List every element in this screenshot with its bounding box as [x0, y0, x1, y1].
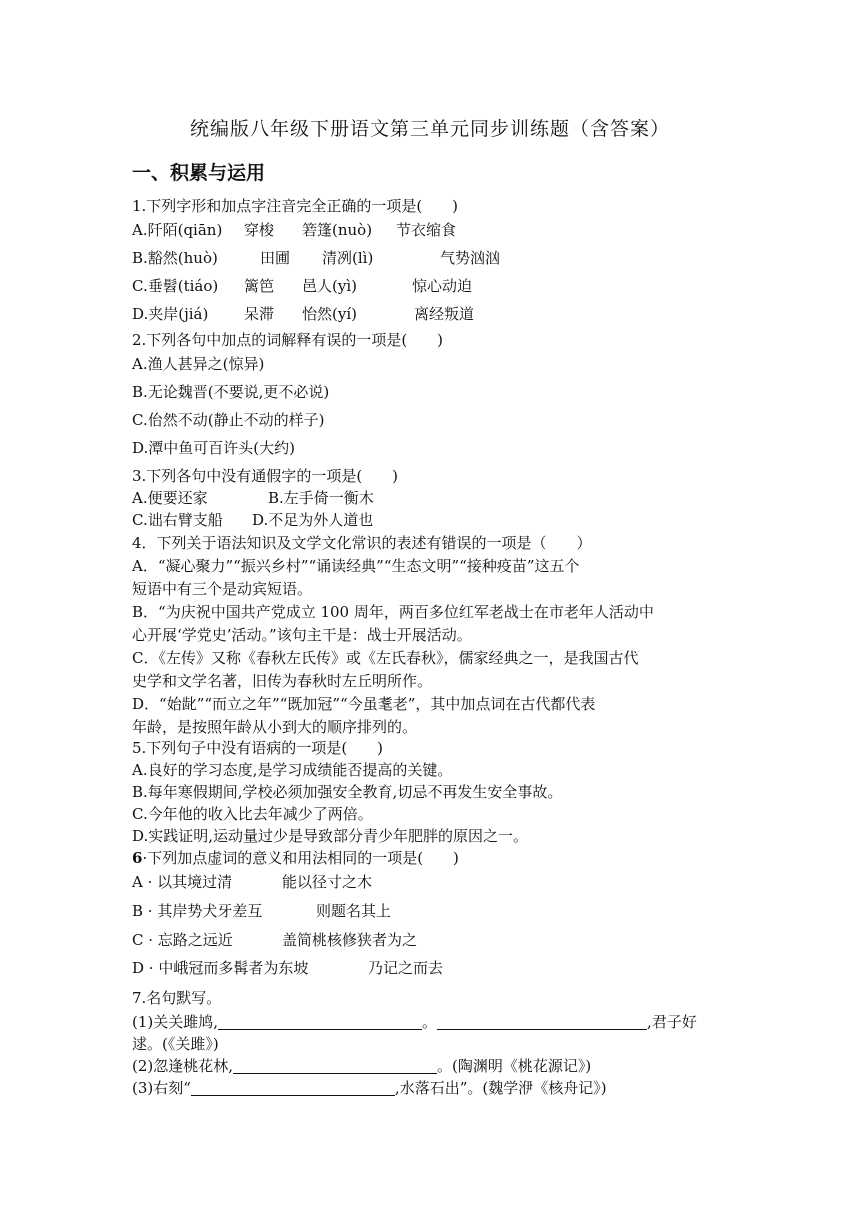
q3-option-c: C.诎右臂支船 — [132, 511, 223, 529]
q1-d-1: D.夹岸(jiá) — [132, 305, 209, 323]
q1-option-a — [132, 220, 456, 240]
q4-option-c-line2: 史学和文学名著，旧传为春秋时左丘明所作。 — [132, 672, 433, 690]
q6-stem — [132, 848, 459, 868]
q2-option-b: B.无论魏晋(不要说,更不必说) — [132, 383, 330, 401]
q1-option-d — [132, 304, 474, 324]
q6-option-d — [132, 958, 443, 978]
q5-stem: 5.下列句子中没有语病的一项是( ) — [132, 739, 384, 757]
q1-b-1: B.豁然(huò) — [132, 249, 218, 267]
q7-line1-cont: 逑。(《关雎》) — [132, 1035, 219, 1053]
q1-b-3: 清冽(lì) — [322, 249, 374, 267]
q6-a-2: 能以径寸之木 — [282, 873, 373, 891]
q4-option-d-line1: D．“始龀”“而立之年”“既加冠”“今虽耄老”，其中加点词在古代都代表 — [132, 695, 596, 713]
q6-d-1: D · 中峨冠而多髯者为东坡 — [132, 959, 309, 977]
q1-b-4: 气势汹汹 — [440, 249, 501, 267]
q3-option-d: D.不足为外人道也 — [252, 511, 374, 529]
q6-b-2: 则题名其上 — [316, 902, 392, 920]
q1-stem: 1.下列字形和加点字注音完全正确的一项是( ) — [132, 197, 459, 215]
q5-option-b: B.每年寒假期间,学校必须加强安全教育,切忌不再发生安全事故。 — [132, 783, 563, 801]
q1-option-c — [132, 276, 472, 296]
q1-option-b — [132, 248, 500, 268]
q7-1-blank-b[interactable] — [437, 1013, 647, 1030]
q7-1-text: (1)关关雎鸠, — [132, 1013, 219, 1031]
q3-stem: 3.下列各句中没有通假字的一项是( ) — [132, 467, 399, 485]
q6-c-2: 盖简桃核修狭者为之 — [282, 931, 418, 949]
q4-option-b-line1: B．“为庆祝中国共产党成立 100 周年，两百多位红军老战士在市老年人活动中 — [132, 603, 654, 621]
q5-option-d: D.实践证明,运动量过少是导致部分青少年肥胖的原因之一。 — [132, 827, 529, 845]
q4-option-c-line1: C．《左传》又称《春秋左氏传》或《左氏春秋》，儒家经典之一，是我国古代 — [132, 649, 639, 667]
q4-option-b-line2: 心开展‘学党史’活动。”该句主干是：战士开展活动。 — [132, 626, 472, 644]
q2-option-d: D.潭中鱼可百许头(大约) — [132, 439, 295, 457]
q6-option-a — [132, 872, 372, 892]
q1-a-2: 穿梭 — [244, 221, 275, 239]
q7-1-punct: 。 — [422, 1013, 438, 1031]
q7-stem: 7.名句默写。 — [132, 989, 222, 1007]
q6-c-1: C · 忘路之远近 — [132, 931, 233, 949]
q1-a-4: 节衣缩食 — [396, 221, 457, 239]
q7-3-text: (3)右刻“ — [132, 1079, 191, 1097]
q1-c-3: 邑人(yì) — [302, 277, 357, 295]
q6-b-1: B · 其岸势犬牙差互 — [132, 902, 263, 920]
q3-options-ab — [132, 488, 374, 508]
q6-option-c — [132, 930, 417, 950]
q7-line2 — [132, 1056, 591, 1076]
q1-a-3: 箬篷(nuò) — [302, 221, 373, 239]
document-title: 统编版八年级下册语文第三单元同步训练题（含答案） — [189, 118, 670, 140]
q1-c-2: 篱笆 — [244, 277, 275, 295]
section-heading: 一、积累与运用 — [132, 162, 266, 184]
q4-option-d-line2: 年龄，是按照年龄从小到大的顺序排列的。 — [132, 718, 418, 736]
q2-option-c: C.佁然不动(静止不动的样子) — [132, 411, 325, 429]
q7-line3 — [132, 1078, 607, 1098]
q7-2-source: 。(陶渊明《桃花源记》) — [437, 1057, 592, 1075]
q4-stem: 4．下列关于语法知识及文学文化常识的表述有错误的一项是（ ） — [132, 534, 592, 552]
q6-stem-text: ·下列加点虚词的意义和用法相同的一项是( ) — [142, 849, 459, 867]
q6-a-1: A · 以其境过清 — [132, 873, 233, 891]
q7-2-blank[interactable] — [233, 1057, 437, 1074]
q5-option-a: A.良好的学习态度,是学习成绩能否提高的关键。 — [132, 761, 453, 779]
q1-c-1: C.垂髫(tiáo) — [132, 277, 219, 295]
q7-1-text-b: ,君子好 — [647, 1013, 697, 1031]
q1-c-4: 惊心动迫 — [412, 277, 473, 295]
q2-option-a: A.渔人甚异之(惊异) — [132, 355, 265, 373]
q1-b-2: 田圃 — [260, 249, 291, 267]
q4-option-a-line1: A．“凝心聚力”“振兴乡村”“诵读经典”“生态文明”“接种疫苗”这五个 — [132, 557, 580, 575]
q7-line1 — [132, 1012, 697, 1032]
q1-a-1: A.阡陌(qiān) — [132, 221, 223, 239]
q7-1-blank-a[interactable] — [218, 1013, 422, 1030]
q4-option-a-line2: 短语中有三个是动宾短语。 — [132, 580, 313, 598]
q6-number: 6 — [132, 849, 143, 867]
q3-option-b: B.左手倚一衡木 — [268, 489, 374, 507]
q6-option-b — [132, 901, 391, 921]
q7-3-blank[interactable] — [191, 1079, 395, 1096]
q3-option-a: A.便要还家 — [132, 489, 208, 507]
q3-options-cd — [132, 510, 373, 530]
q6-d-2: 乃记之而去 — [368, 959, 444, 977]
q1-d-4: 离经叛道 — [414, 305, 475, 323]
q5-option-c: C.今年他的收入比去年减少了两倍。 — [132, 805, 373, 823]
q7-3-source: ,水落石出”。(魏学洢《核舟记》) — [394, 1079, 607, 1097]
q2-stem: 2.下列各句中加点的词解释有误的一项是( ) — [132, 331, 444, 349]
q1-d-3: 怡然(yí) — [302, 305, 357, 323]
q1-d-2: 呆滞 — [244, 305, 275, 323]
q7-2-text: (2)忽逢桃花林, — [132, 1057, 234, 1075]
